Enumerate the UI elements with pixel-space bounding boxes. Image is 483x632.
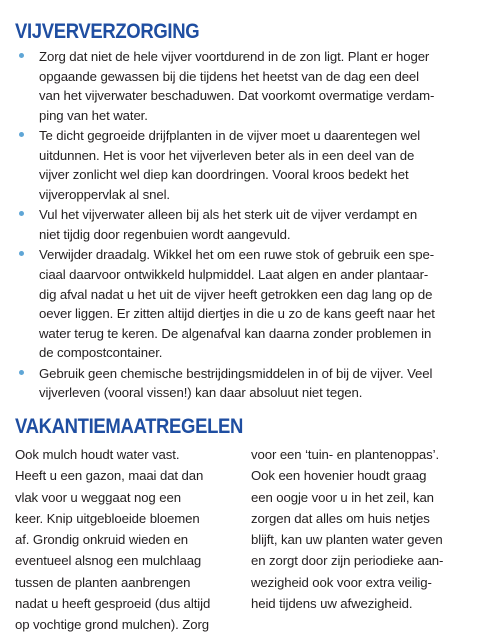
text-line: opgaande gewassen bij die tijdens het heetst van de dag een deel: [39, 68, 419, 84]
bullet-icon: [19, 53, 24, 58]
section-heading-vakantiemaatregelen: VAKANTIEMAATREGELEN: [15, 414, 244, 438]
text-line: blijft, kan uw planten water geven: [251, 532, 443, 548]
list-item: [15, 205, 477, 244]
text-line: water terug te keren. De algenafval kan daarna zonder problemen in: [39, 325, 432, 341]
text-line: tussen de planten aanbrengen: [15, 574, 191, 590]
list-item: [15, 126, 477, 204]
paragraph-text: [39, 364, 477, 403]
bullet-icon: [19, 370, 24, 375]
text-line: keer. Knip uitgebloeide bloemen: [15, 510, 200, 526]
text-line: ciaal daarvoor ontwikkeld hulpmiddel. Laat algen en ander plantaar-: [39, 267, 429, 283]
paragraph-text: [39, 245, 477, 362]
text-line: eventueel alsnog een mulchlaag: [15, 553, 202, 569]
text-line: nadat u heeft gesproeid (dus altijd: [15, 596, 211, 612]
bullet-icon: [19, 211, 24, 216]
text-line: heid tijdens uw afwezigheid.: [251, 596, 413, 612]
text-line: en zorgt door zijn periodieke aan-: [251, 553, 444, 569]
text-line: vijver zonlicht wel diep kan doordringen. Vooral kroos bedekt het: [39, 167, 409, 183]
text-line: Ook mulch houdt water vast.: [15, 447, 180, 462]
paragraph-text: [39, 205, 477, 244]
list-item: [15, 245, 477, 362]
text-line: af. Grondig onkruid wieden en: [15, 532, 189, 548]
paragraph-text: [39, 47, 477, 125]
text-line: voor een ‘tuin- en plantenoppas’.: [251, 447, 440, 462]
text-line: uitdunnen. Het is voor het vijverleven beter als in een deel van de: [39, 147, 415, 163]
list-item: [15, 364, 477, 403]
text-line: vijverleven (vooral vissen!) kan daar absoluut niet tegen.: [39, 385, 363, 401]
text-line: oever liggen. Er zitten altijd diertjes in die u zo de kans geeft naar het: [39, 306, 435, 322]
text-column-left: [15, 444, 235, 632]
text-line: Te dicht gegroeide drijfplanten in de vijver moet u daarentegen wel: [39, 128, 421, 144]
text-line: Verwijder draadalg. Wikkel het om een ruwe stok of gebruik een spe-: [39, 247, 434, 263]
text-line: Heeft u een gazon, maai dat dan: [15, 468, 204, 484]
text-line: op vochtige grond mulchen). Zorg: [15, 617, 209, 632]
list-item: [15, 47, 477, 125]
text-line: Zorg dat niet de hele vijver voortdurend in de zon ligt. Plant er hoger: [39, 49, 430, 64]
text-line: niet tijdig door regenbuien wordt aangevuld.: [39, 226, 291, 242]
text-line: zorgen dat alles om huis netjes: [251, 510, 430, 526]
text-line: Gebruik geen chemische bestrijdingsmiddelen in of bij de vijver. Veel: [39, 365, 433, 381]
text-line: ping van het water.: [39, 107, 148, 123]
text-line: een oogje voor u in het zeil, kan: [251, 489, 434, 505]
section-heading-vijververzorging: VIJVERVERZORGING: [15, 19, 200, 43]
text-line: van het vijverwater beschaduwen. Dat voorkomt overmatige verdam-: [39, 88, 435, 104]
text-line: de compostcontainer.: [39, 345, 163, 361]
text-line: vlak voor u weggaat nog een: [15, 489, 181, 505]
text-line: Ook een hovenier houdt graag: [251, 468, 427, 484]
bullet-list: [15, 47, 477, 404]
paragraph-text: [39, 126, 477, 204]
text-line: wezigheid ook voor extra veilig-: [251, 574, 432, 590]
bullet-icon: [19, 251, 24, 256]
text-column-right: [251, 444, 477, 614]
bullet-icon: [19, 132, 24, 137]
text-line: Vul het vijverwater alleen bij als het sterk uit de vijver verdampt en: [39, 207, 418, 223]
text-line: dig afval nadat u het uit de vijver heeft getrokken een dag lang op de: [39, 286, 433, 302]
text-line: vijveroppervlak al snel.: [39, 186, 171, 202]
